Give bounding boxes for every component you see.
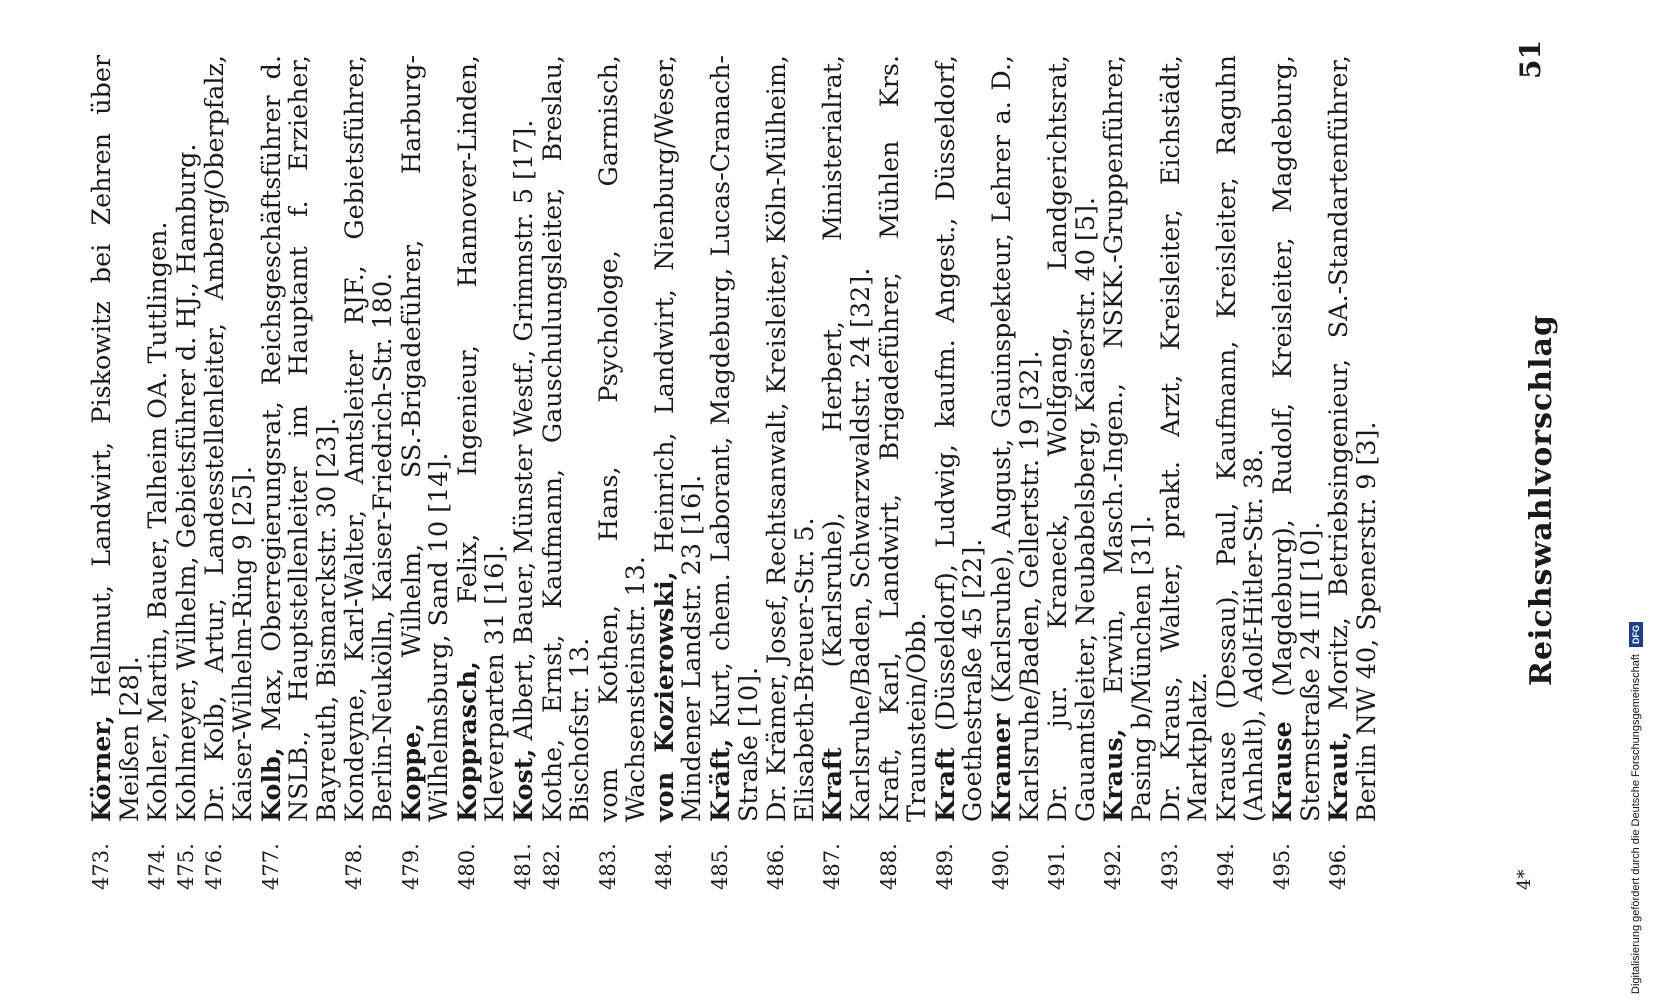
entry-number: 480.	[454, 843, 479, 890]
page-header-title: Reichswahlvorschlag	[1524, 314, 1559, 686]
list-item	[988, 55, 1043, 890]
entry-number: 493.	[1157, 843, 1182, 890]
list-item	[170, 55, 201, 890]
list-item	[88, 55, 143, 890]
entry-name: Kraft	[817, 747, 848, 822]
entry-list	[88, 55, 1381, 890]
list-item	[395, 55, 454, 890]
digitization-credit-text-wrap	[1622, 6, 1650, 994]
entry-number: 487.	[820, 843, 845, 890]
entry-text: Max, Oberregierungsrat, Reichsgeschäftsführer d. NSLB., Hauptstellenleiter im Hauptamt f. Erzieher, Bayreuth, Bismarckstr. 30 [23].	[255, 55, 341, 822]
list-item	[763, 55, 818, 890]
list-item	[255, 55, 341, 890]
list-item	[341, 55, 396, 890]
entry-number: 476.	[202, 843, 227, 890]
list-item	[144, 55, 172, 890]
digitization-credit-text: Digitalisierung gefördert durch die Deutsche Forschungsgemeinschaft	[1630, 654, 1642, 994]
list-item	[1100, 55, 1155, 890]
list-item	[451, 55, 510, 890]
entry-name: Koppe,	[395, 723, 426, 822]
list-item	[592, 55, 651, 890]
entry-text: (Düsseldorf), Ludwig, kaufm. Angest., Düsseldorf, Goethestraße 45 [22].	[929, 55, 988, 822]
entry-text: Kothe, Ernst, Kaufmann, Gauschulungsleiter, Breslau, Bischofstr. 13.	[536, 55, 595, 822]
entry-number: 490.	[989, 843, 1013, 890]
list-item	[1044, 55, 1099, 890]
entry-name: Kräft,	[705, 738, 736, 822]
entry-number: 475.	[173, 843, 198, 890]
entry-text: Dr. Kolb, Artur, Landesstellenleiter, Amberg/Oberpfalz, Kaiser-Wilhelm-Ring 9 [25].	[199, 55, 257, 822]
list-item	[1266, 55, 1325, 890]
entry-name: Kopprasch,	[451, 661, 482, 822]
sheet-signature: 4*	[1514, 869, 1535, 890]
entry-text: Krause (Dessau), Paul, Kaufmann, Kreisleiter, Raguhn (Anhalt), Adolf-Hitler-Str. 38.	[1210, 55, 1269, 822]
entry-number: 496.	[1326, 843, 1351, 890]
list-item	[201, 55, 256, 890]
list-item	[536, 55, 595, 890]
entry-name: Kramer	[986, 713, 1016, 822]
list-item	[1210, 55, 1269, 890]
entry-text: Heinrich, Landwirt, Nienburg/Weser, Mindener Landstr. 23 [16].	[648, 55, 707, 822]
digitization-credit	[1622, 6, 1650, 994]
list-item	[707, 55, 762, 890]
entry-name: Kraut,	[1323, 731, 1354, 822]
entry-number: 484.	[651, 843, 676, 890]
entry-number: 488.	[876, 843, 901, 890]
list-item	[507, 55, 538, 890]
entry-text: Hellmut, Landwirt, Piskowitz bei Zehren über Meißen [28].	[86, 55, 144, 822]
entry-name: Kolb,	[255, 747, 286, 822]
entry-text: Felix, Ingenieur, Hannover-Linden, Kleverparten 31 [16].	[451, 55, 510, 822]
entry-number: 473.	[89, 843, 113, 890]
entry-text: Kohlmeyer, Wilhelm, Gebietsführer d. HJ., Hamburg.	[170, 143, 201, 822]
list-item	[873, 55, 932, 890]
entry-number: 479.	[398, 843, 423, 890]
entry-text: Kraft, Karl, Landwirt, Brigadeführer, Mühlen Krs. Traunstein/Obb.	[873, 55, 932, 822]
entry-text: Dr. Krämer, Josef, Rechtsanwalt, Kreisleiter, Köln-Mülheim, Elisabeth-Breuer-Str. 5.	[761, 55, 819, 822]
entry-text: Kondeyne, Karl-Walter, Amtsleiter RJF., Gebietsführer, Berlin-Neukölln, Kaiser-Friedrich-Str. 180.	[339, 55, 397, 822]
entry-name: Krause	[1266, 721, 1297, 822]
entry-number: 474.	[145, 843, 170, 890]
entry-text: Erwin, Masch.-Ingen., NSKK.-Gruppenführer, Pasing b/München [31].	[1098, 55, 1156, 822]
list-item	[819, 55, 874, 890]
entry-number: 489.	[932, 843, 957, 890]
list-item	[1325, 55, 1380, 890]
rotated-page-content	[44, 20, 1604, 980]
entry-name: Kost,	[507, 748, 538, 822]
list-item	[1154, 55, 1213, 890]
entry-text: vom Kothen, Hans, Psychologe, Garmisch, Wachsensteinstr. 13.	[592, 55, 651, 822]
list-item	[929, 55, 988, 890]
entry-number: 495.	[1269, 843, 1294, 890]
entry-text: Dr. jur. Kraneck, Wolfgang, Landgerichtsrat, Gauamtsleiter, Neubabelsberg, Kaiserstr. 40 [5].	[1042, 55, 1100, 822]
entry-name: Körner,	[86, 715, 116, 822]
entry-number: 494.	[1213, 843, 1238, 890]
entry-number: 491.	[1045, 843, 1070, 890]
entry-text: Wilhelm, SS.-Brigadeführer, Harburg-Wilhelmsburg, Sand 10 [14].	[395, 55, 454, 822]
entry-text: (Magdeburg), Rudolf, Kreisleiter, Magdeburg, Sternstraße 24 III [10].	[1266, 55, 1325, 822]
page-number: 51	[1514, 40, 1547, 79]
entry-text: Dr. Kraus, Walter, prakt. Arzt, Kreisleiter, Eichstädt, Marktplatz.	[1154, 55, 1213, 822]
entry-text: Kohler, Martin, Bauer, Talheim OA. Tuttlingen.	[142, 221, 173, 822]
entry-name: von Kozierowski,	[648, 571, 679, 822]
entry-number: 482.	[539, 843, 564, 890]
entry-text: (Karlsruhe), August, Gauinspekteur, Lehrer a. D., Karlsruhe/Baden, Gellertstr. 19 [32].	[986, 55, 1044, 822]
entry-text: (Karlsruhe), Herbert, Ministerialrat, Karlsruhe/Baden, Schwarzwaldstr. 24 [32].	[817, 55, 876, 822]
entry-number: 481.	[510, 843, 535, 890]
entry-name: Kraus,	[1098, 728, 1129, 822]
entry-number: 485.	[708, 843, 733, 890]
dfg-logo: DFG	[1629, 622, 1643, 647]
entry-number: 483.	[595, 843, 620, 890]
list-item	[648, 55, 707, 890]
entry-number: 492.	[1101, 843, 1126, 890]
entry-text: Albert, Bauer, Münster Westf., Grimmstr. 5 [17].	[507, 119, 538, 749]
entry-number: 486.	[764, 843, 789, 890]
entry-number: 478.	[342, 843, 367, 890]
entry-number: 477.	[258, 843, 283, 890]
entry-name: Kraft	[929, 747, 960, 822]
entry-text: Kurt, chem. Laborant, Magdeburg, Lucas-Cranach-Straße [10].	[705, 55, 763, 822]
entry-text: Moritz, Betriebsingenieur, SA.-Standartenführer, Berlin NW 40, Spenerstr. 9 [3].	[1323, 55, 1381, 822]
